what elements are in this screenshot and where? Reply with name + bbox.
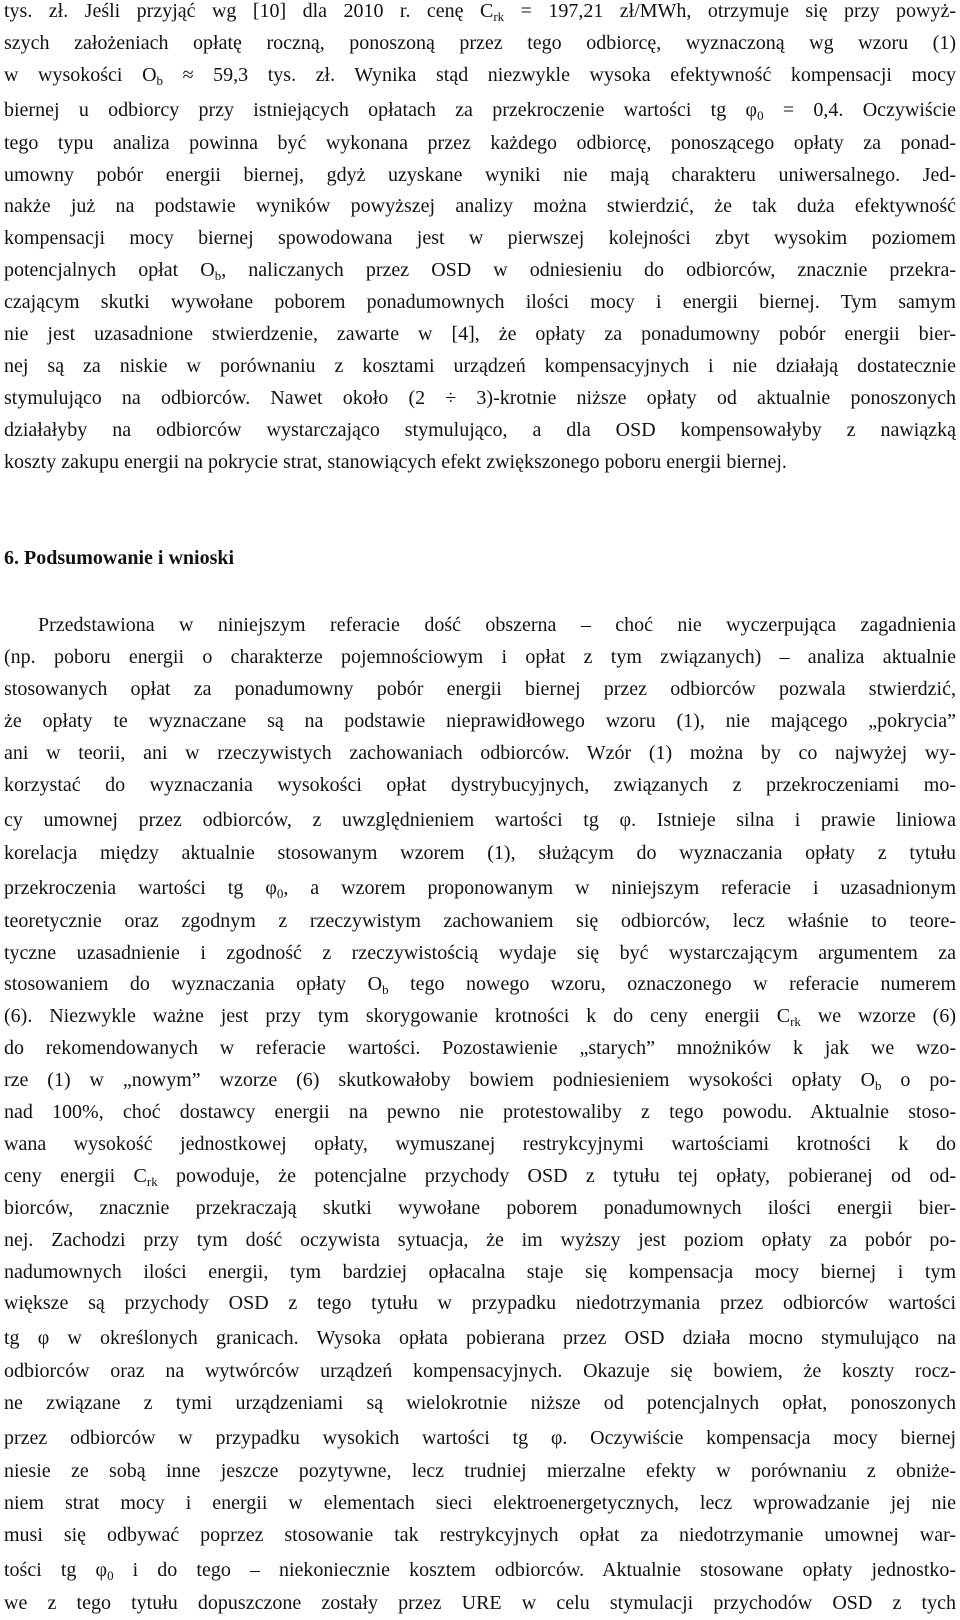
text-line: stosowaniem do wyznaczania opłaty $O_b$ tego nowego wzoru, oznaczonego w referacie numerem [4, 973, 957, 998]
text-line: umowny pobór energii biernej, gdyż uzyskane wyniki nie mają charakteru uniwersalnego. Jed- [4, 163, 956, 186]
text-line: korzystać do wyznaczania wysokości opłat dystrybucyjnych, związanych z przekroczeniami mo- [4, 773, 956, 796]
text-line: nad 100%, choć dostawcy energii na pewno nie protestowaliby z tego powodu. Aktualnie stoso- [4, 1101, 956, 1124]
text-line: że opłaty te wyznaczane są na podstawie nieprawidłowego wzoru (1), nie mającego „pokrycia” [4, 710, 956, 733]
text-line: stymulująco na odbiorców. Nawet około (2 ÷ 3)-krotnie niższe opłaty od aktualnie ponoszonych [4, 386, 956, 409]
text-line: szych założeniach opłatę roczną, ponoszoną przez tego odbiorcę, wyznaczoną wg wzoru (1) [4, 31, 956, 54]
text-line: ani w teorii, ani w rzeczywistych zachowaniach odbiorców. Wzór (1) można by co najwyżej wy- [4, 742, 956, 765]
text-line: czającym skutki wywołane poborem ponadumownych ilości mocy i energii biernej. Tym samym [4, 291, 956, 314]
text-line: niesie ze sobą inne jeszcze pozytywne, lecz trudniej mierzalne efekty w porównaniu z obniże- [4, 1460, 956, 1483]
text-line: tyczne uzasadnienie i zgodność z rzeczywistością wydaje się być wystarczającym argumentem za [4, 941, 956, 964]
text-line: przekroczenia wartości tg $\varphi_0$, a wzorem proponowanym w niniejszym referacie i uzasadnionym [4, 876, 957, 901]
text-line: tości tg $\varphi_0$ i do tego – niekoniecznie kosztem odbiorców. Aktualnie stosowane opłaty jednostko- [4, 1558, 956, 1583]
paragraph-compensation-analysis [4, 0, 956, 478]
text-line: tego typu analiza powinna być wykonana przez każdego odbiorcę, ponoszącego opłaty za ponad- [4, 131, 956, 154]
text-line: nej są za niskie w porównaniu z kosztami urządzeń kompensacyjnych i nie działają dostatecznie [4, 354, 956, 377]
text-line: do rekomendowanych w referacie wartości. Pozostawienie „starych” mnożników k jak we wzo- [4, 1037, 956, 1060]
text-line: działałyby na odbiorców wystarczająco stymulująco, a dla OSD kompensowałyby z nawiązką [4, 418, 956, 441]
text-line: odbiorców oraz na wytwórców urządzeń kompensacyjnych. Okazuje się bowiem, że koszty rocz- [4, 1360, 956, 1383]
text-line: wana wysokość jednostkowej opłaty, wymuszanej restrykcyjnymi wartościami krotności k do [4, 1132, 956, 1155]
text-line: biorców, znacznie przekraczają skutki wywołane poborem ponadumownych ilości energii bier- [4, 1196, 956, 1219]
text-line: nej. Zachodzi przy tym dość oczywista sytuacja, że im wyższy jest poziom opłaty za pobór po- [4, 1228, 956, 1251]
text-line: koszty zakupu energii na pokrycie strat, stanowiących efekt zwiększonego poboru energii biernej. [4, 450, 787, 473]
text-line: większe są przychody OSD z tego tytułu w przypadku niedotrzymania przez odbiorców wartości [4, 1292, 956, 1315]
text-line: we z tego tytułu dopuszczone zostały przez URE w celu stymulacji przychodów OSD z tych [4, 1591, 956, 1614]
text-line: tys. zł. Jeśli przyjąć wg [10] dla 2010 r. cenę $C_{rk} = 197,21$ zł/MWh, otrzymuje się przy powyż- [4, 0, 957, 24]
text-line: teoretycznie oraz zgodnym z rzeczywistym zachowaniem się odbiorców, lecz właśnie to teore- [4, 909, 956, 932]
text-line: (6). Niezwykle ważne jest przy tym skorygowanie krotności k do ceny energii $C_{rk}$ we wzorze (6) [4, 1005, 957, 1030]
text-line: korelacja między aktualnie stosowanym wzorem (1), służącym do wyznaczania opłaty z tytułu [4, 841, 956, 864]
text-line: potencjalnych opłat $O_b$, naliczanych przez OSD w odniesieniu do odbiorców, znacznie przekra- [4, 259, 957, 284]
text-line: przez odbiorców w przypadku wysokich wartości tg φ. Oczywiście kompensacja mocy biernej [4, 1427, 956, 1450]
text-line: stosowanych opłat za ponadumowny pobór energii biernej przez odbiorców pozwala stwierdzić, [4, 678, 956, 701]
text-line: niem strat mocy i energii w elementach sieci elektroenergetycznych, lecz wprowadzanie jej nie [4, 1491, 956, 1514]
text-line: biernej u odbiorcy przy istniejących opłatach za przekroczenie wartości tg $\varphi_0 = 0,4$. Oczywiście [4, 98, 956, 123]
text-line: w wysokości $O_b \approx 59,3$ tys. zł. Wynika stąd niezwykle wysoka efektywność kompensacji mocy [4, 63, 956, 88]
section-heading: 6. Podsumowanie i wnioski [4, 547, 235, 570]
text-line: ne związane z tymi urządzeniami są wielokrotnie niższe od potencjalnych opłat, ponoszonych [4, 1392, 956, 1415]
text-line: nadumownych ilości energii, tym bardziej opłacalna staje się kompensacja mocy biernej i tym [4, 1260, 956, 1283]
document-page [4, 0, 956, 1620]
paragraph-summary [4, 610, 956, 1619]
text-line: tg φ w określonych granicach. Wysoka opłata pobierana przez OSD działa mocno stymulująco na [4, 1327, 956, 1350]
text-line: rze (1) w „nowym” wzorze (6) skutkowałoby bowiem podniesieniem wysokości opłaty $O_b$ o po- [4, 1069, 956, 1094]
text-line: nakże już na podstawie wyników powyższej analizy można stwierdzić, że tak duża efektywność [4, 195, 956, 218]
text-line: nie jest uzasadnione stwierdzenie, zawarte w [4], że opłaty za ponadumowny pobór energii bier- [4, 323, 956, 346]
text-line: (np. poboru energii o charakterze pojemnościowym i opłat z tym związanych) – analiza aktualnie [4, 646, 956, 669]
text-line: cy umownej przez odbiorców, z uwzględnieniem wartości tg φ. Istnieje silna i prawie liniowa [4, 808, 956, 831]
text-line: kompensacji mocy biernej spowodowana jest w pierwszej kolejności zbyt wysokim poziomem [4, 227, 956, 250]
text-line: ceny energii $C_{rk}$ powoduje, że potencjalne przychody OSD z tytułu tej opłaty, pobieranej od od- [4, 1164, 956, 1189]
text-line: Przedstawiona w niniejszym referacie dość obszerna – choć nie wyczerpująca zagadnienia [38, 614, 956, 637]
text-line: musi się odbywać poprzez stosowanie tak restrykcyjnych opłat za niedotrzymanie umownej war- [4, 1523, 956, 1546]
